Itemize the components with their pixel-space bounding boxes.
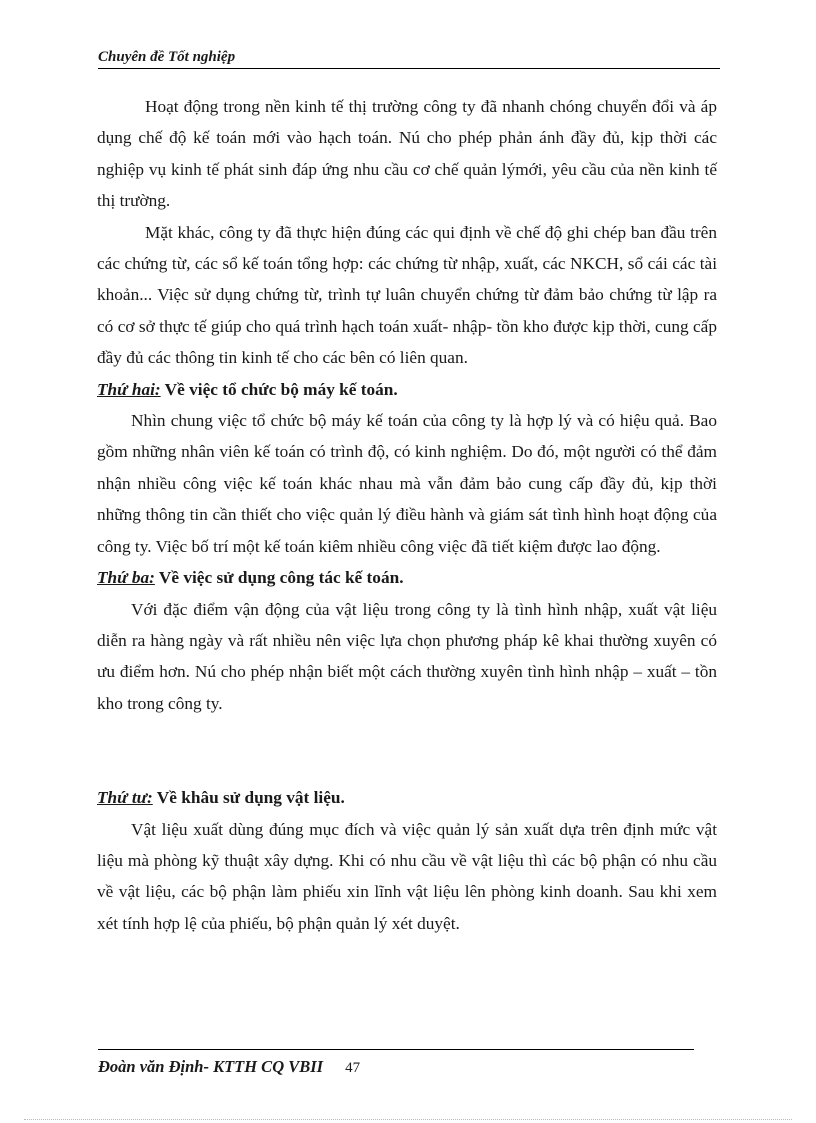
section-heading-3 bbox=[97, 562, 717, 593]
paragraph-4: Với đặc điểm vận động của vật liệu trong công ty là tình hình nhập, xuất vật liệu diễn ra hàng ngày và rất nhiều nên việc lựa chọn phương pháp kê khai thường xuyên có ưu điểm hơn. Nú cho phép nhận biết một cách thường xuyên tình hình nhập – xuất – tồn kho trong công ty. bbox=[97, 599, 717, 713]
paragraph-1: Hoạt động trong nền kinh tế thị trường công ty đã nhanh chóng chuyển đổi và áp dụng chế độ kế toán mới vào hạch toán. Nú cho phép phản ánh đầy đủ, kịp thời các nghiệp vụ kinh tế phát sinh đáp ứng nhu cầu cơ chế quản lýmới, yêu cầu của nền kinh tế thị trường. bbox=[97, 97, 717, 211]
footer-author: Đoàn văn Định- KTTH CQ VBII bbox=[98, 1057, 324, 1076]
footer-rule bbox=[98, 1049, 694, 1050]
section-heading-4 bbox=[97, 782, 717, 813]
page-number: 47 bbox=[345, 1060, 361, 1076]
page-bottom-border bbox=[24, 1119, 792, 1120]
section-heading-2 bbox=[97, 374, 717, 405]
page-footer bbox=[98, 1056, 360, 1079]
heading-lead: Thứ hai: bbox=[97, 379, 161, 399]
header-rule bbox=[98, 68, 720, 69]
paragraph-5: Vật liệu xuất dùng đúng mục đích và việc quản lý sản xuất dựa trên định mức vật liệu mà phòng kỹ thuật xây dựng. Khi có nhu cầu về vật liệu thì các bộ phận có nhu cầu về vật liệu, các bộ phận làm phiếu xin lĩnh vật liệu lên phòng kinh doanh. Sau khi xem xét tính hợp lệ của phiếu, bộ phận quản lý xét duyệt. bbox=[97, 819, 717, 933]
body-text bbox=[97, 91, 717, 939]
heading-text: Về khâu sử dụng vật liệu. bbox=[152, 788, 345, 808]
paragraph-2: Mặt khác, công ty đã thực hiện đúng các qui định về chế độ ghi chép ban đầu trên các chứng từ, các sổ kế toán tổng hợp: các chứng từ nhập, xuất, các NKCH, sổ cái các tài khoản... Việc sử dụng chứng từ, trình tự luân chuyển chứng từ đảm bảo chứng từ lập ra có cơ sở thực tế giúp cho quá trình hạch toán xuất- nhập- tồn kho được kịp thời, cung cấp đầy đủ các thông tin kinh tế cho các bên có liên quan. bbox=[97, 222, 717, 368]
spacer bbox=[97, 719, 717, 782]
paragraph-3: Nhìn chung việc tổ chức bộ máy kế toán của công ty là hợp lý và có hiệu quả. Bao gồm những nhân viên kế toán có trình độ, có kinh nghiệm. Do đó, một người có thể đảm nhận nhiều công việc kế toán khác nhau mà vẫn đảm bảo cung cấp đầy đủ, kịp thời những thông tin cần thiết cho việc quản lý điều hành và giám sát tình hình hoạt động của công ty. Việc bố trí một kế toán kiêm nhiều công việc đã tiết kiệm được lao động. bbox=[97, 411, 717, 556]
heading-lead: Thứ ba: bbox=[97, 568, 155, 588]
heading-text: Về việc sử dụng công tác kế toán. bbox=[154, 568, 404, 588]
heading-text: Về việc tổ chức bộ máy kế toán. bbox=[160, 379, 398, 399]
running-header: Chuyên đề Tốt nghiệp bbox=[98, 49, 236, 65]
heading-lead: Thứ tư: bbox=[97, 788, 153, 808]
